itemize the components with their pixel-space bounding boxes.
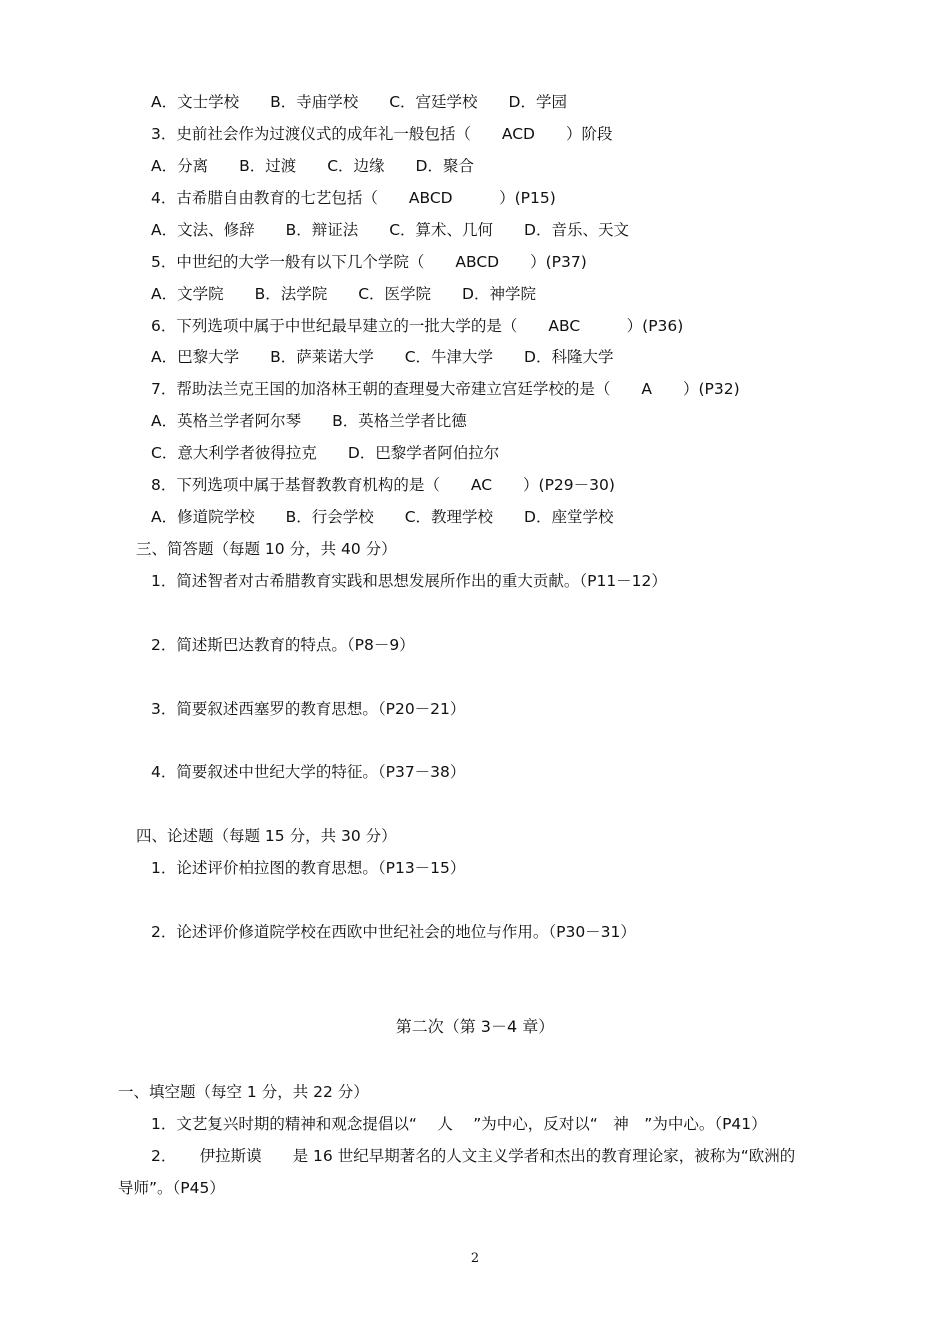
short-answer-question: 2．简述斯巴达教育的特点。（P8－9） [151,636,415,654]
essay-question: 1．论述评价柏拉图的教育思想。（P13－15） [151,859,466,877]
fill-blank-continuation: 导师”。（P45） [118,1179,225,1197]
short-answer-question: 3．简要叙述西塞罗的教育思想。（P20－21） [151,700,466,718]
option-line: A．文法、修辞 B．辩证法 C．算术、几何 D．音乐、天文 [151,221,629,239]
section-heading: 一、填空题（每空 1 分，共 22 分） [118,1083,369,1101]
option-line: A．修道院学校 B．行会学校 C．教理学校 D．座堂学校 [151,508,614,526]
question-line: 6．下列选项中属于中世纪最早建立的一批大学的是（ ABC ）(P36) [151,317,684,335]
option-line: A．巴黎大学 B．萨莱诺大学 C．牛津大学 D．科隆大学 [151,348,614,366]
section-heading: 四、论述题（每题 15 分，共 30 分） [136,827,397,845]
page-number: 2 [470,1251,480,1266]
option-line: C．意大利学者彼得拉克 D．巴黎学者阿伯拉尔 [151,444,500,462]
option-line: A．分离 B．过渡 C．边缘 D．聚合 [151,157,474,175]
question-line: 7．帮助法兰克王国的加洛林王朝的查理曼大帝建立宫廷学校的是（ A ）(P32) [151,380,740,398]
short-answer-question: 4．简要叙述中世纪大学的特征。（P37－38） [151,763,466,781]
option-line: A．文学院 B．法学院 C．医学院 D．神学院 [151,285,536,303]
chapter-title: 第二次（第 3－4 章） [395,1017,555,1036]
fill-blank-question: 2． 伊拉斯谟 是 16 世纪早期著名的人文主义学者和杰出的教育理论家，被称为“欧洲的 [151,1147,796,1165]
option-line: A．文士学校 B．寺庙学校 C．宫廷学校 D．学园 [151,93,567,111]
question-line: 4．古希腊自由教育的七艺包括（ ABCD ）(P15) [151,189,556,207]
option-line: A．英格兰学者阿尔琴 B．英格兰学者比德 [151,412,467,430]
essay-question: 2．论述评价修道院学校在西欧中世纪社会的地位与作用。（P30－31） [151,923,636,941]
fill-blank-question: 1．文艺复兴时期的精神和观念提倡以“ 人 ”为中心，反对以“ 神 ”为中心。（P41） [151,1115,767,1133]
section-heading: 三、简答题（每题 10 分，共 40 分） [136,540,397,558]
question-line: 5．中世纪的大学一般有以下几个学院（ ABCD ）(P37) [151,253,587,271]
question-line: 3．史前社会作为过渡仪式的成年礼一般包括（ ACD ）阶段 [151,125,613,143]
short-answer-question: 1．简述智者对古希腊教育实践和思想发展所作出的重大贡献。（P11－12） [151,572,667,590]
question-line: 8．下列选项中属于基督教教育机构的是（ AC ）(P29－30) [151,476,615,494]
